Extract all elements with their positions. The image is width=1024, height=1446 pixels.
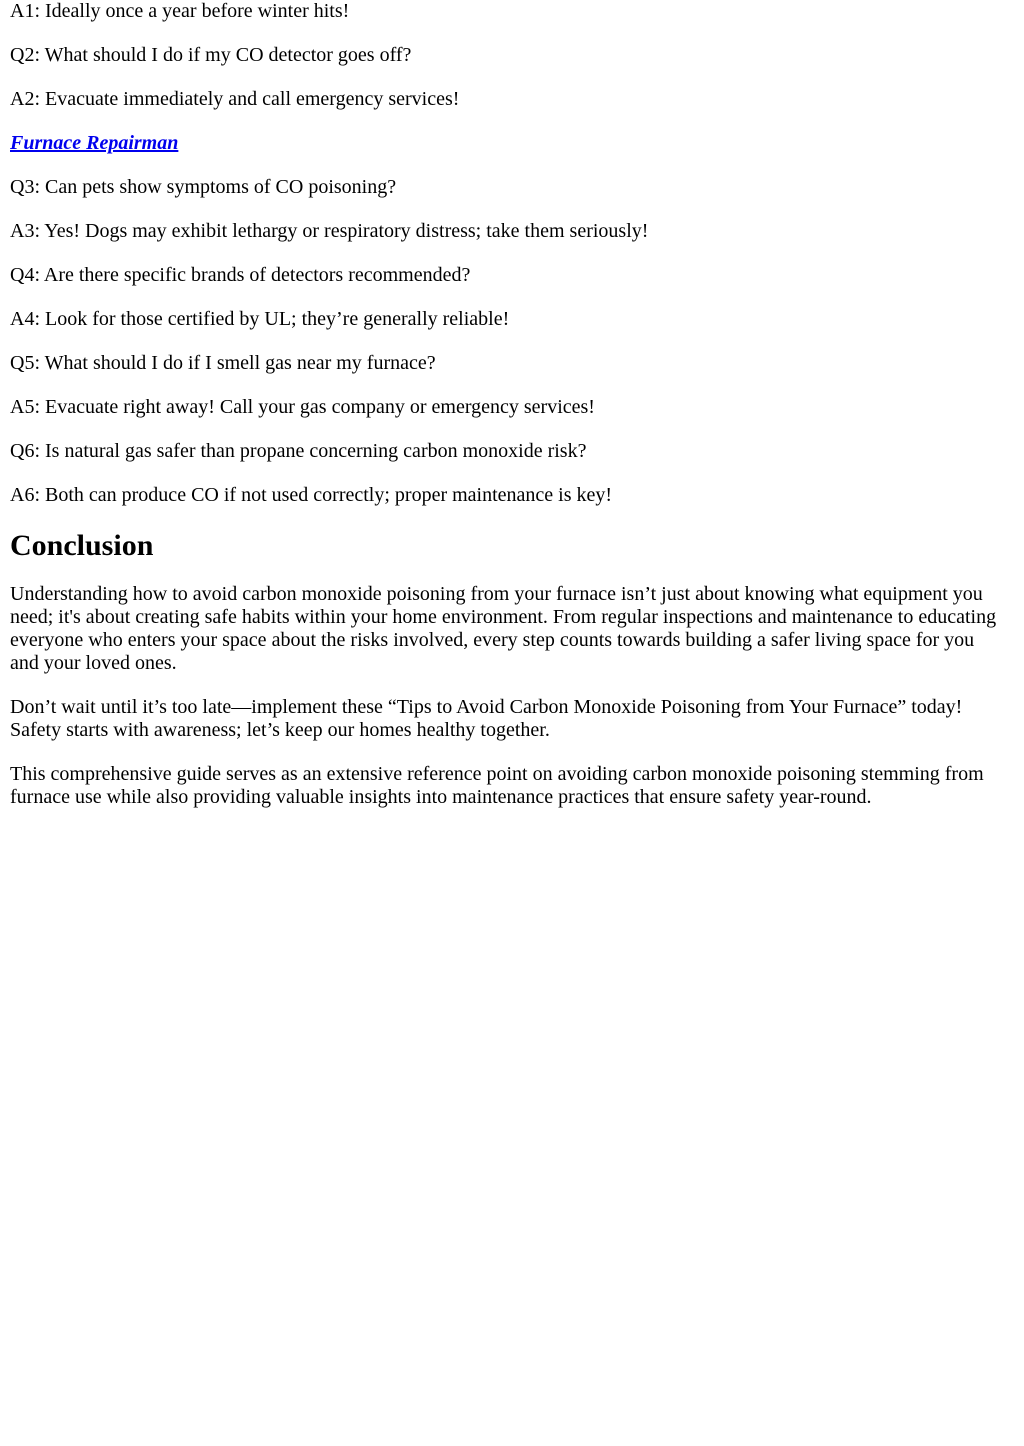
conclusion-paragraph-3: This comprehensive guide serves as an extensive reference point on avoiding carbon monoxide poisoning stemming from furnace use while also providing valuable insights into maintenance practices that ensure safety year-round. [10,763,984,808]
conclusion-paragraph-2: Don’t wait until it’s too late—implement these “Tips to Avoid Carbon Monoxide Poisoning from Your Furnace” today! Safety starts with awareness; let’s keep our homes healthy together. [10,696,963,741]
faq-answer-2: A2: Evacuate immediately and call emergency services! [10,88,460,110]
faq-question-2: Q2: What should I do if my CO detector goes off? [10,44,412,66]
article-content [10,0,1000,809]
faq-question-5: Q5: What should I do if I smell gas near my furnace? [10,352,436,374]
faq-question-3: Q3: Can pets show symptoms of CO poisoning? [10,176,397,198]
faq-question-6: Q6: Is natural gas safer than propane concerning carbon monoxide risk? [10,440,587,462]
faq-answer-5: A5: Evacuate right away! Call your gas company or emergency services! [10,396,595,418]
furnace-repairman-link[interactable]: Furnace Repairman [10,132,179,154]
link-paragraph [10,132,1000,155]
conclusion-heading: Conclusion [10,529,154,562]
faq-answer-4: A4: Look for those certified by UL; they’re generally reliable! [10,308,510,330]
faq-answer-3: A3: Yes! Dogs may exhibit lethargy or respiratory distress; take them seriously! [10,220,649,242]
conclusion-paragraph-1: Understanding how to avoid carbon monoxide poisoning from your furnace isn’t just about knowing what equipment you need; it's about creating safe habits within your home environment. From regular inspections and maintenance to educating everyone who enters your space about the risks involved, every step counts towards building a safer living space for you and your loved ones. [10,583,997,674]
faq-question-4: Q4: Are there specific brands of detectors recommended? [10,264,471,286]
faq-answer-6: A6: Both can produce CO if not used correctly; proper maintenance is key! [10,484,613,506]
faq-answer-1: A1: Ideally once a year before winter hits! [10,0,350,22]
